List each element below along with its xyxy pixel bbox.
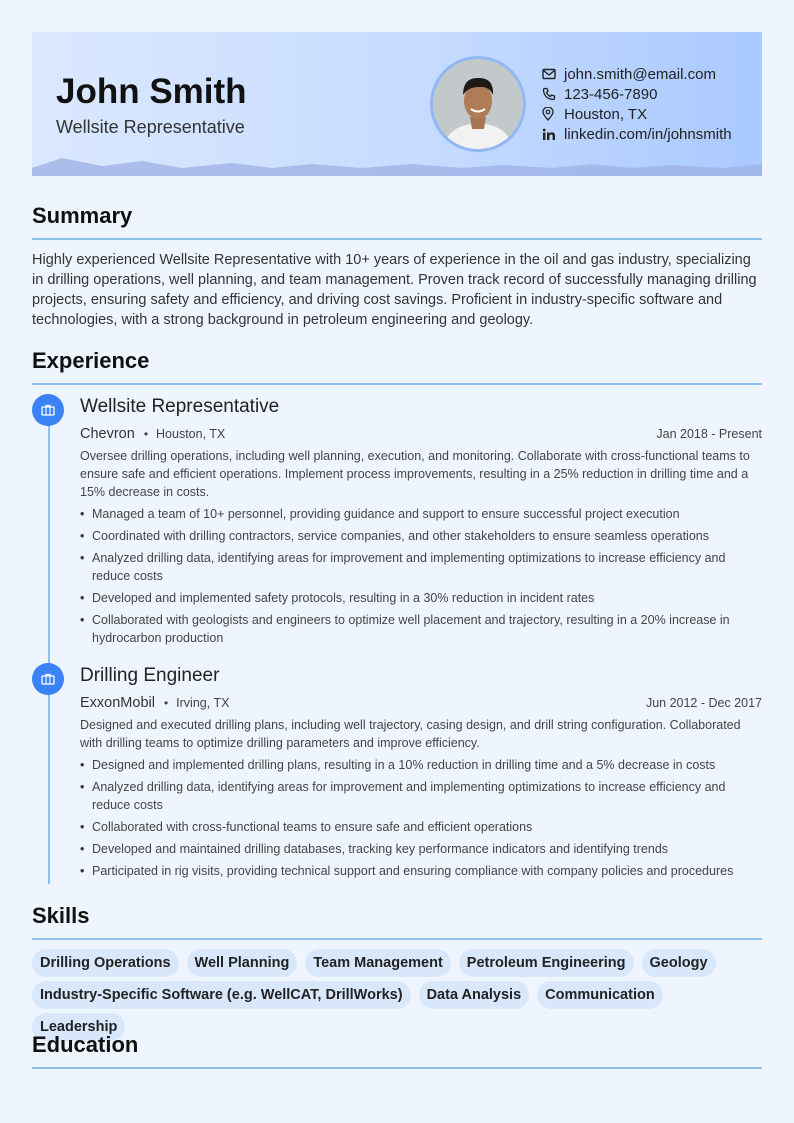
resume-header <box>32 32 762 176</box>
skills-list <box>32 949 772 1045</box>
list-item: • Developed and maintained drilling databases, tracking key performance indicators and identifying trends <box>80 840 762 858</box>
skill-chip: Industry-Specific Software (e.g. WellCAT, DrillWorks) <box>32 981 411 1009</box>
job-company: ExxonMobil <box>80 695 155 711</box>
summary-text: Highly experienced Wellsite Representative with 10+ years of experience in the oil and gas industry, specializing in drilling operations, well planning, and team management. Proven track record of successfully managing drilling projects, ensuring safety and efficiency, and driving cost savings. Proficient in industry-specific software and technologies, with a strong background in petroleum engineering and geology. <box>32 252 757 328</box>
education-divider <box>32 1067 762 1069</box>
skill-chip: Data Analysis <box>419 981 530 1009</box>
job-title: Wellsite Representative <box>80 396 280 417</box>
location-pin-icon <box>542 107 564 121</box>
briefcase-icon <box>32 663 64 695</box>
job-meta <box>80 694 762 712</box>
summary-heading: Summary <box>32 203 133 228</box>
education-heading: Education <box>32 1032 139 1057</box>
candidate-name: John Smith <box>56 72 247 111</box>
skill-chip: Well Planning <box>187 949 298 977</box>
list-item: • Developed and implemented safety protocols, resulting in a 30% reduction in incident rates <box>80 589 762 607</box>
list-item: • Coordinated with drilling contractors, service companies, and other stakeholders to ensure seamless operations <box>80 527 762 545</box>
envelope-icon <box>542 68 564 80</box>
list-item: • Collaborated with geologists and engineers to optimize well placement and trajectory, resulting in a 20% increase in hydrocarbon production <box>80 611 762 647</box>
skill-chip: Drilling Operations <box>32 949 179 977</box>
job-dates: Jun 2012 - Dec 2017 <box>645 696 762 710</box>
contact-list <box>542 64 732 144</box>
phone-icon <box>542 87 564 101</box>
list-item: • Managed a team of 10+ personnel, providing guidance and support to ensure successful project execution <box>80 505 762 523</box>
job-location: Irving, TX <box>176 696 230 710</box>
skills-heading: Skills <box>32 903 90 928</box>
skill-chip: Petroleum Engineering <box>459 949 634 977</box>
contact-email[interactable] <box>542 64 732 84</box>
skill-chip: Geology <box>642 949 716 977</box>
separator-dot: • <box>143 427 149 441</box>
skill-chip: Team Management <box>305 949 450 977</box>
job-title: Drilling Engineer <box>80 665 220 686</box>
separator-dot: • <box>163 696 169 710</box>
contact-phone[interactable] <box>542 84 732 104</box>
mountain-decoration <box>32 156 762 176</box>
contact-linkedin-text: linkedin.com/in/johnsmith <box>564 125 732 143</box>
list-item: • Analyzed drilling data, identifying areas for improvement and implementing optimizations to increase efficiency and reduce costs <box>80 778 762 814</box>
candidate-role: Wellsite Representative <box>56 117 245 137</box>
experience-divider <box>32 383 762 385</box>
list-item: • Participated in rig visits, providing technical support and ensuring compliance with company policies and procedures <box>80 862 762 880</box>
skill-chip: Leadership <box>32 1013 125 1041</box>
experience-timeline <box>48 408 50 884</box>
linkedin-icon <box>542 128 564 141</box>
summary-divider <box>32 238 762 240</box>
contact-email-text: john.smith@email.com <box>564 65 716 83</box>
skill-chip: Communication <box>537 981 663 1009</box>
list-item: • Collaborated with cross-functional teams to ensure safe and efficient operations <box>80 818 762 836</box>
avatar <box>430 56 526 152</box>
experience-heading: Experience <box>32 348 150 373</box>
job-location: Houston, TX <box>156 427 226 441</box>
list-item: • Analyzed drilling data, identifying areas for improvement and implementing optimizations to increase efficiency and reduce costs <box>80 549 762 585</box>
briefcase-icon <box>32 394 64 426</box>
contact-phone-text: 123-456-7890 <box>564 85 658 103</box>
job-company: Chevron <box>80 426 135 442</box>
list-item: • Designed and implemented drilling plans, resulting in a 10% reduction in drilling time and a 5% decrease in costs <box>80 756 762 774</box>
contact-location <box>542 104 732 124</box>
job-dates: Jan 2018 - Present <box>656 427 762 441</box>
contact-linkedin[interactable] <box>542 124 732 144</box>
skills-divider <box>32 938 762 940</box>
job-achievements <box>80 505 762 651</box>
job-achievements <box>80 756 762 884</box>
job-description: Oversee drilling operations, including well planning, execution, and monitoring. Collaborate with cross-functional teams to ensure safe and efficient operations. Implement process improvements, resulting in a 25% reduction in drilling time and a 15% decrease in costs. <box>80 449 750 499</box>
job-meta <box>80 425 762 443</box>
job-description: Designed and executed drilling plans, including well trajectory, casing design, and drill string configuration. Collaborated with drilling teams to optimize drilling parameters and improve efficiency. <box>80 718 741 750</box>
contact-location-text: Houston, TX <box>564 105 648 123</box>
